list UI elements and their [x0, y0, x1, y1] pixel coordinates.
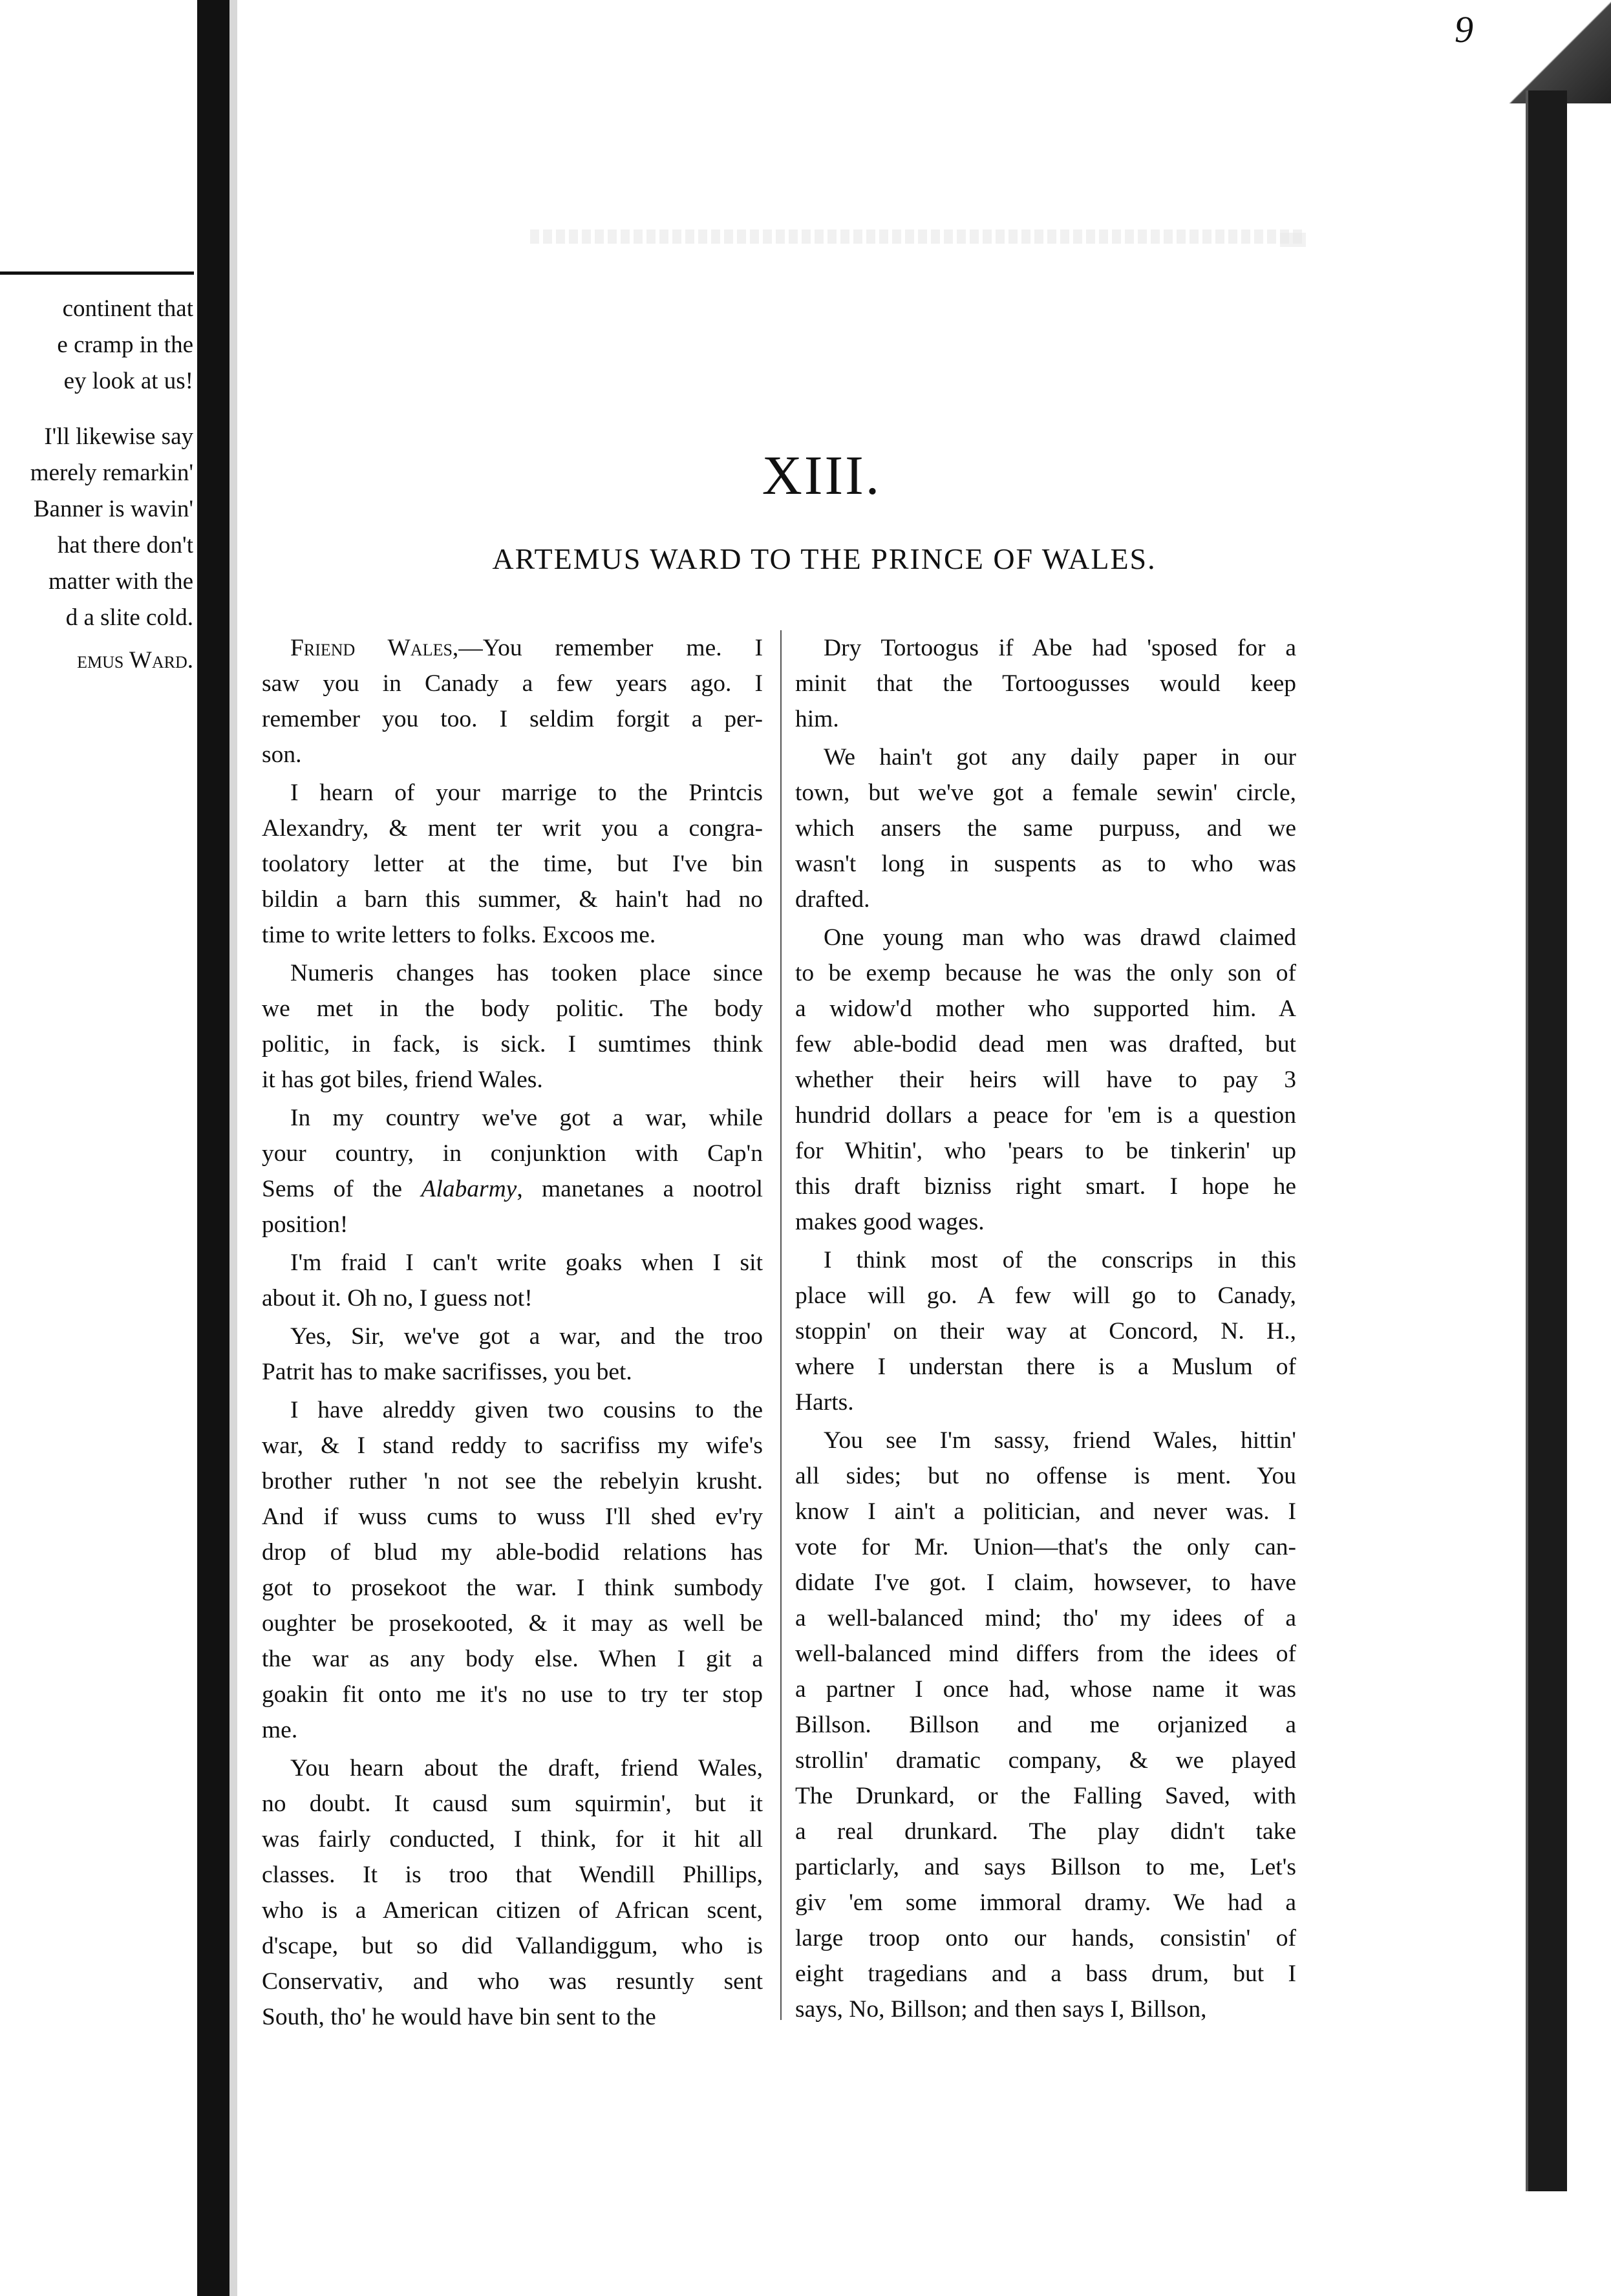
text-line: about it. Oh no, I guess not! — [262, 1285, 533, 1312]
text-line: position! — [262, 1211, 348, 1238]
text-line: a widow'd mother who supported him. A — [795, 995, 1296, 1022]
text-line: makes good wages. — [795, 1209, 985, 1235]
column-divider — [780, 630, 782, 2020]
left-text-column — [262, 630, 763, 2037]
text-line: large troop onto our hands, consistin' of — [795, 1925, 1296, 1951]
text-line: strollin' dramatic company, & we played — [795, 1747, 1296, 1774]
previous-page-line: matter with the — [48, 568, 193, 595]
paragraph — [262, 1100, 763, 1242]
page-edge-shadow — [1526, 90, 1567, 2191]
bleed-through-page-number — [1280, 233, 1306, 247]
text-line: And if wuss cums to wuss I'll shed ev'ry — [262, 1504, 763, 1530]
text-line: In my country we've got a war, while — [290, 1105, 763, 1131]
text-line: a partner I once had, whose name it was — [795, 1676, 1296, 1703]
text-line: Sems of the Alabarmy, manetanes a nootrol — [262, 1176, 763, 1202]
text-line: him. — [795, 706, 839, 732]
text-line: You see I'm sassy, friend Wales, hittin' — [824, 1427, 1296, 1454]
text-line: Conservativ, and who was resuntly sent — [262, 1968, 763, 1995]
paragraph — [262, 1750, 763, 2035]
text-line: The Drunkard, or the Falling Saved, with — [795, 1783, 1296, 1809]
text-line: drafted. — [795, 886, 870, 913]
text-line: whether their heirs will have to pay 3 — [795, 1067, 1296, 1093]
text-line: Friend Wales,—You remember me. I — [290, 635, 763, 661]
text-line: I'm fraid I can't write goaks when I sit — [290, 1249, 763, 1276]
text-line: a real drunkard. The play didn't take — [795, 1818, 1296, 1845]
previous-page-line: d a slite cold. — [65, 604, 193, 631]
text-line: it has got biles, friend Wales. — [262, 1067, 543, 1093]
text-line: Dry Tortoogus if Abe had 'sposed for a — [824, 635, 1296, 661]
bleed-through-header — [530, 229, 1306, 244]
text-line: Yes, Sir, we've got a war, and the troo — [290, 1323, 763, 1350]
text-line: Billson. Billson and me orjanized a — [795, 1712, 1296, 1738]
text-line: politic, in fack, is sick. I sumtimes think — [262, 1031, 763, 1058]
previous-page-line: I'll likewise say — [44, 423, 193, 450]
text-line: Patrit has to make sacrifisses, you bet. — [262, 1359, 632, 1385]
text-line: We hain't got any daily paper in our — [824, 744, 1296, 771]
text-line: hundrid dollars a peace for 'em is a question — [795, 1102, 1296, 1129]
previous-page-line: continent that — [62, 295, 193, 322]
paragraph — [262, 775, 763, 953]
previous-page-rule — [0, 271, 194, 275]
text-line: town, but we've got a female sewin' circle, — [795, 780, 1296, 806]
previous-page-line: e cramp in the — [57, 332, 193, 358]
text-line: all sides; but no offense is ment. You — [795, 1463, 1296, 1489]
text-line: who is a American citizen of African scent, — [262, 1897, 763, 1924]
text-line: Alexandry, & ment ter writ you a congra- — [262, 815, 763, 842]
text-line: we met in the body politic. The body — [262, 995, 763, 1022]
text-line: got to prosekoot the war. I think sumbody — [262, 1575, 763, 1601]
paragraph — [262, 955, 763, 1098]
text-line: was fairly conducted, I think, for it hit all — [262, 1826, 763, 1853]
text-line: drop of blud my able-bodid relations has — [262, 1539, 763, 1566]
page-corner-curl — [1487, 0, 1611, 103]
text-line: You hearn about the draft, friend Wales, — [290, 1755, 763, 1781]
text-line: which ansers the same purpuss, and we — [795, 815, 1296, 842]
text-line: South, tho' he would have bin sent to the — [262, 2004, 656, 2030]
text-line: giv 'em some immoral dramy. We had a — [795, 1889, 1296, 1916]
text-line: place will go. A few will go to Canady, — [795, 1282, 1296, 1309]
previous-page-line: Banner is wavin' — [33, 496, 193, 522]
paragraph — [262, 1392, 763, 1748]
spine-edge — [229, 0, 237, 2296]
text-line: toolatory letter at the time, but I've bin — [262, 851, 763, 877]
text-line: eight tragedians and a bass drum, but I — [795, 1961, 1296, 1987]
text-line: time to write letters to folks. Excoos me. — [262, 922, 656, 948]
text-line: brother ruther 'n not see the rebelyin krusht. — [262, 1468, 763, 1494]
paragraph — [795, 1423, 1296, 2027]
text-line: bildin a barn this summer, & hain't had no — [262, 886, 763, 913]
previous-page-line: ey look at us! — [63, 368, 193, 394]
text-line: know I ain't a politician, and never was. I — [795, 1498, 1296, 1525]
text-line: minit that the Tortoogusses would keep — [795, 670, 1296, 697]
text-line: a well-balanced mind; tho' my idees of a — [795, 1605, 1296, 1632]
text-line: where I understan there is a Muslum of — [795, 1354, 1296, 1380]
text-line: d'scape, but so did Vallandiggum, who is — [262, 1933, 763, 1959]
previous-page-line: merely remarkin' — [30, 460, 193, 486]
text-line: stoppin' on their way at Concord, N. H., — [795, 1318, 1296, 1345]
text-line: to be exemp because he was the only son of — [795, 960, 1296, 986]
text-line: remember you too. I seldim forgit a per- — [262, 706, 763, 732]
text-line: wasn't long in suspents as to who was — [795, 851, 1296, 877]
paragraph — [262, 630, 763, 772]
text-line: One young man who was drawd claimed — [824, 924, 1296, 951]
text-line: I think most of the conscrips in this — [824, 1247, 1296, 1273]
chapter-number: XIII. — [762, 444, 882, 506]
text-line: well-balanced mind differs from the idees of — [795, 1641, 1296, 1667]
paragraph — [262, 1245, 763, 1316]
text-line: didate I've got. I claim, howsever, to have — [795, 1569, 1296, 1596]
text-line: son. — [262, 741, 302, 768]
text-line: classes. It is troo that Wendill Phillips, — [262, 1862, 763, 1888]
paragraph — [795, 630, 1296, 737]
paragraph — [795, 920, 1296, 1240]
page-number: 9 — [1455, 8, 1473, 50]
text-line: oughter be prosekooted, & it may as well be — [262, 1610, 763, 1637]
book-binding-shadow — [197, 0, 229, 2296]
text-line: Numeris changes has tooken place since — [290, 960, 763, 986]
paragraph — [795, 739, 1296, 917]
text-line: no doubt. It causd sum squirmin', but it — [262, 1791, 763, 1817]
text-line: the war as any body else. When I git a — [262, 1646, 763, 1672]
text-line: for Whitin', who 'pears to be tinkerin' up — [795, 1138, 1296, 1164]
previous-page-signature: emus Ward. — [77, 647, 193, 674]
previous-page-fragment — [0, 0, 197, 2296]
text-line: few able-bodid dead men was drafted, but — [795, 1031, 1296, 1058]
text-line: saw you in Canady a few years ago. I — [262, 670, 763, 697]
text-line: war, & I stand reddy to sacrifiss my wife's — [262, 1432, 763, 1459]
text-line: Harts. — [795, 1389, 854, 1416]
paragraph — [262, 1319, 763, 1390]
text-line: vote for Mr. Union—that's the only can- — [795, 1534, 1296, 1560]
right-text-column — [795, 630, 1296, 2030]
text-line: I hearn of your marrige to the Printcis — [290, 780, 763, 806]
text-line: says, No, Billson; and then says I, Billson, — [795, 1996, 1207, 2023]
text-line: goakin fit onto me it's no use to try ter stop — [262, 1681, 763, 1708]
text-line: me. — [262, 1717, 298, 1743]
text-line: I have alreddy given two cousins to the — [290, 1397, 763, 1423]
previous-page-line: hat there don't — [57, 532, 193, 558]
chapter-title: ARTEMUS WARD TO THE PRINCE OF WALES. — [492, 542, 1157, 575]
text-line: this draft bizniss right smart. I hope he — [795, 1173, 1296, 1200]
text-line: particlarly, and says Billson to me, Let's — [795, 1854, 1296, 1880]
text-line: your country, in conjunktion with Cap'n — [262, 1140, 763, 1167]
paragraph — [795, 1242, 1296, 1420]
